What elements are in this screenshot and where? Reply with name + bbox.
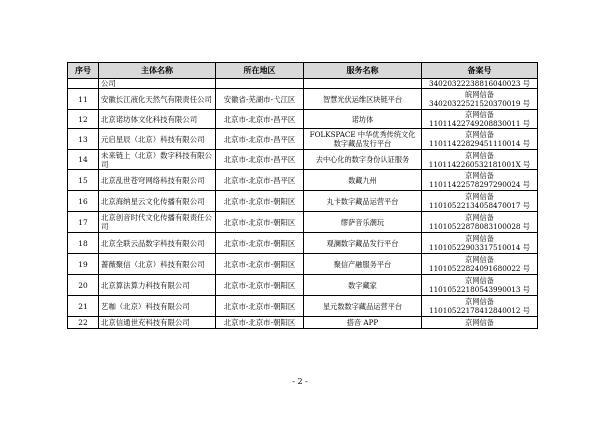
service-name-cell: 数藏九州 bbox=[304, 170, 422, 191]
table-row bbox=[68, 150, 538, 170]
entity-name-cell: 北京信通世充科技有限公司 bbox=[99, 317, 216, 329]
entity-name-cell: 安徽长江液化天然气有限责任公司 bbox=[99, 89, 216, 110]
record-number-cell: 京网信备 11011422829451110014 号 bbox=[422, 129, 538, 150]
record-number-cell: 京网信备 11010522878083100028 号 bbox=[422, 212, 538, 233]
record-number-cell: 京网信备 11010522178412840012 号 bbox=[422, 296, 538, 317]
record-number-cell: 京网信备 1101142260532181001X 号 bbox=[422, 150, 538, 170]
serial-cell: 16 bbox=[68, 191, 99, 212]
table-row bbox=[68, 296, 538, 317]
table-row bbox=[68, 212, 538, 233]
table-row bbox=[68, 254, 538, 275]
region-cell: 北京市-北京市-朝阳区 bbox=[216, 254, 304, 275]
service-name-cell: FOLKSPACE 中华优秀传统文化数字藏品发行平台 bbox=[304, 129, 422, 150]
serial-cell: 12 bbox=[68, 110, 99, 129]
table-row bbox=[68, 191, 538, 212]
table-row bbox=[68, 317, 538, 329]
serial-cell bbox=[68, 79, 99, 89]
service-name-cell: 丸卡数字藏品运营平台 bbox=[304, 191, 422, 212]
header-region: 所在地区 bbox=[216, 63, 304, 79]
service-name-cell: 缪萨音乐潮玩 bbox=[304, 212, 422, 233]
record-number-cell: 京网信备 11010522134058470017 号 bbox=[422, 191, 538, 212]
entity-name-cell: 北京全联云品数字科技有限公司 bbox=[99, 233, 216, 254]
region-cell: 北京市-北京市-昌平区 bbox=[216, 170, 304, 191]
table-row bbox=[68, 129, 538, 150]
region-cell: 北京市-北京市-朝阳区 bbox=[216, 275, 304, 296]
table-row bbox=[68, 89, 538, 110]
region-cell: 北京市-北京市-朝阳区 bbox=[216, 212, 304, 233]
region-cell: 北京市-北京市-朝阳区 bbox=[216, 296, 304, 317]
serial-cell: 11 bbox=[68, 89, 99, 110]
serial-cell: 14 bbox=[68, 150, 99, 170]
table-row bbox=[68, 110, 538, 129]
record-number-cell: 京网信备 bbox=[422, 317, 538, 329]
region-cell bbox=[216, 79, 304, 89]
serial-cell: 18 bbox=[68, 233, 99, 254]
table-header-row bbox=[68, 63, 538, 79]
region-cell: 北京市-北京市-昌平区 bbox=[216, 150, 304, 170]
serial-cell: 15 bbox=[68, 170, 99, 191]
region-cell: 北京市-北京市-昌平区 bbox=[216, 129, 304, 150]
serial-cell: 22 bbox=[68, 317, 99, 329]
service-name-cell: 星元数数字藏品运营平台 bbox=[304, 296, 422, 317]
record-number-cell: 京网信备 11011422749208830011 号 bbox=[422, 110, 538, 129]
header-record-number: 备案号 bbox=[422, 63, 538, 79]
table-row bbox=[68, 233, 538, 254]
page-number: - 2 - bbox=[292, 377, 308, 386]
serial-cell: 20 bbox=[68, 275, 99, 296]
serial-cell: 13 bbox=[68, 129, 99, 150]
filing-table bbox=[67, 62, 538, 329]
service-name-cell: 搭音 APP bbox=[304, 317, 422, 329]
record-number-cell: 京网信备 11010522903317510014 号 bbox=[422, 233, 538, 254]
region-cell: 北京市-北京市-朝阳区 bbox=[216, 317, 304, 329]
service-name-cell: 观澜数字藏品发行平台 bbox=[304, 233, 422, 254]
record-number-cell: 京网信备 11010522180543990013 号 bbox=[422, 275, 538, 296]
entity-name-cell: 北京乱世苍穹网络科技有限公司 bbox=[99, 170, 216, 191]
service-name-cell bbox=[304, 79, 422, 89]
entity-name-cell: 北京创音时代文化传播有限责任公司 bbox=[99, 212, 216, 233]
entity-name-cell: 公司 bbox=[99, 79, 216, 89]
region-cell: 北京市-北京市-朝阳区 bbox=[216, 233, 304, 254]
table-row bbox=[68, 275, 538, 296]
service-name-cell: 智慧光伏运维区块链平台 bbox=[304, 89, 422, 110]
region-cell: 北京市-北京市-昌平区 bbox=[216, 110, 304, 129]
service-name-cell: 去中心化的数字身份认证服务 bbox=[304, 150, 422, 170]
entity-name-cell: 艺咖（北京）科技有限公司 bbox=[99, 296, 216, 317]
region-cell: 北京市-北京市-朝阳区 bbox=[216, 191, 304, 212]
service-name-cell: 诺坊体 bbox=[304, 110, 422, 129]
serial-cell: 17 bbox=[68, 212, 99, 233]
entity-name-cell: 北京海纳星云文化传播有限公司 bbox=[99, 191, 216, 212]
entity-name-cell: 元启星辰（北京）科技有限公司 bbox=[99, 129, 216, 150]
header-entity-name: 主体名称 bbox=[99, 63, 216, 79]
header-serial-number: 序号 bbox=[68, 63, 99, 79]
serial-cell: 21 bbox=[68, 296, 99, 317]
serial-cell: 19 bbox=[68, 254, 99, 275]
record-number-cell: 34020322238816040023 号 bbox=[422, 79, 538, 89]
header-service-name: 服务名称 bbox=[304, 63, 422, 79]
entity-name-cell: 北京诺坊体文化科技有限公司 bbox=[99, 110, 216, 129]
entity-name-cell: 北京算法算力科技有限公司 bbox=[99, 275, 216, 296]
record-number-cell: 京网信备 11010522824091680022 号 bbox=[422, 254, 538, 275]
record-number-cell: 京网信备 11011422578297290024 号 bbox=[422, 170, 538, 191]
service-name-cell: 聚信产融服务平台 bbox=[304, 254, 422, 275]
entity-name-cell: 蔷薇聚信（北京）科技有限公司 bbox=[99, 254, 216, 275]
entity-name-cell: 未来链上（北京）数字科技有限公司 bbox=[99, 150, 216, 170]
service-name-cell: 数字藏家 bbox=[304, 275, 422, 296]
region-cell: 安徽省-芜湖市-弋江区 bbox=[216, 89, 304, 110]
record-number-cell: 皖网信备 34020322521520370019 号 bbox=[422, 89, 538, 110]
table-row bbox=[68, 79, 538, 89]
table-row bbox=[68, 170, 538, 191]
